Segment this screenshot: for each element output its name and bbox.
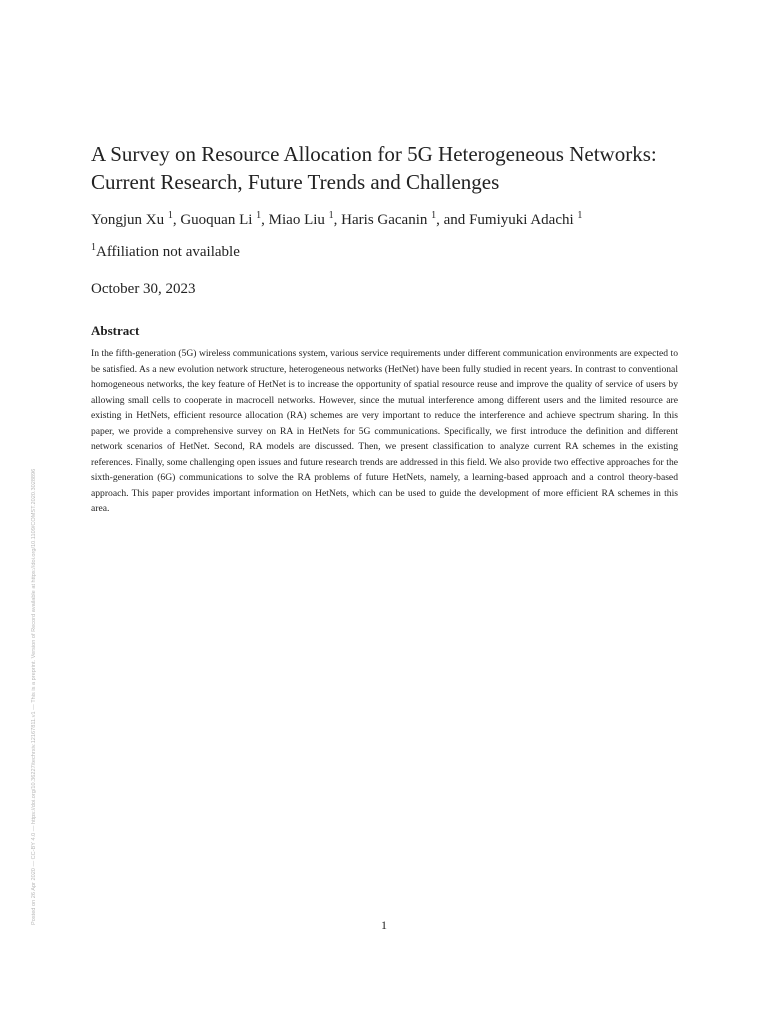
preprint-side-stamp: Posted on 26 Apr 2020 — CC-BY 4.0 — https://doi.org/10.36227/techrxiv.12167811.v1 — This is a preprint. Version of Record available at https://doi.org/10.1109/COMST.2020.3028896 [31, 468, 37, 925]
author-separator: , [261, 212, 269, 228]
abstract-heading: Abstract [91, 323, 140, 338]
page-number: 1 [381, 918, 387, 932]
paper-title [91, 140, 691, 196]
author-name: Fumiyuki Adachi [469, 212, 574, 228]
author-affiliation-mark: 1 [328, 210, 334, 221]
author-name: Miao Liu [268, 212, 325, 228]
author [469, 212, 582, 228]
affiliation [91, 242, 240, 262]
paper-title-line-2: Current Research, Future Trends and Challenges [91, 170, 500, 194]
affiliation-mark: 1 [91, 242, 96, 253]
paper-title-line-1: A Survey on Resource Allocation for 5G Heterogeneous Networks: [91, 142, 657, 166]
abstract-body: In the fifth-generation (5G) wireless communications system, various service requirements under different communication environments are expected to be satisfied. As a new evolution network structure, heterogeneous networks (HetNet) have been fully studied in recent years. In contrast to conventional homogeneous networks, the key feature of HetNet is to increase the opportunity of spatial resource reuse and improve the quality of service of users by allowing small cells to cooperate in macrocell networks. However, since the mutual interference among different users and the limited resource are existing in HetNets, efficient resource allocation (RA) schemes are very important to reduce the interference and achieve spectrum sharing. In this paper, we provide a comprehensive survey on RA in HetNets for 5G communications. Specifically, we first introduce the definition and different network scenarios of HetNet. Second, RA models are discussed. Then, we present classification to analyze current RA schemes in the existing references. Finally, some challenging open issues and future research trends are addressed in this field. We also provide two effective approaches for the sixth-generation (6G) communications to solve the RA problems of future HetNets, namely, a learning-based approach and a control theory-based approach. This paper provides important information on HetNets, which can be used to guide the development of more efficient RA schemes in this area. [91, 348, 678, 514]
author-separator: , and [436, 212, 470, 228]
author-list [91, 210, 691, 230]
publication-date: October 30, 2023 [91, 281, 196, 297]
author-affiliation-mark: 1 [577, 210, 583, 221]
affiliation-text: Affiliation not available [96, 244, 240, 260]
author-affiliation-mark: 1 [256, 210, 262, 221]
author-affiliation-mark: 1 [431, 210, 437, 221]
author [180, 212, 268, 228]
author-name: Guoquan Li [180, 212, 253, 228]
author-name: Yongjun Xu [91, 212, 165, 228]
author-affiliation-mark: 1 [167, 210, 173, 221]
author [269, 212, 342, 228]
author-separator: , [172, 212, 181, 228]
author [91, 212, 180, 228]
author-name: Haris Gacanin [341, 212, 428, 228]
author [341, 212, 469, 228]
author-separator: , [333, 212, 342, 228]
